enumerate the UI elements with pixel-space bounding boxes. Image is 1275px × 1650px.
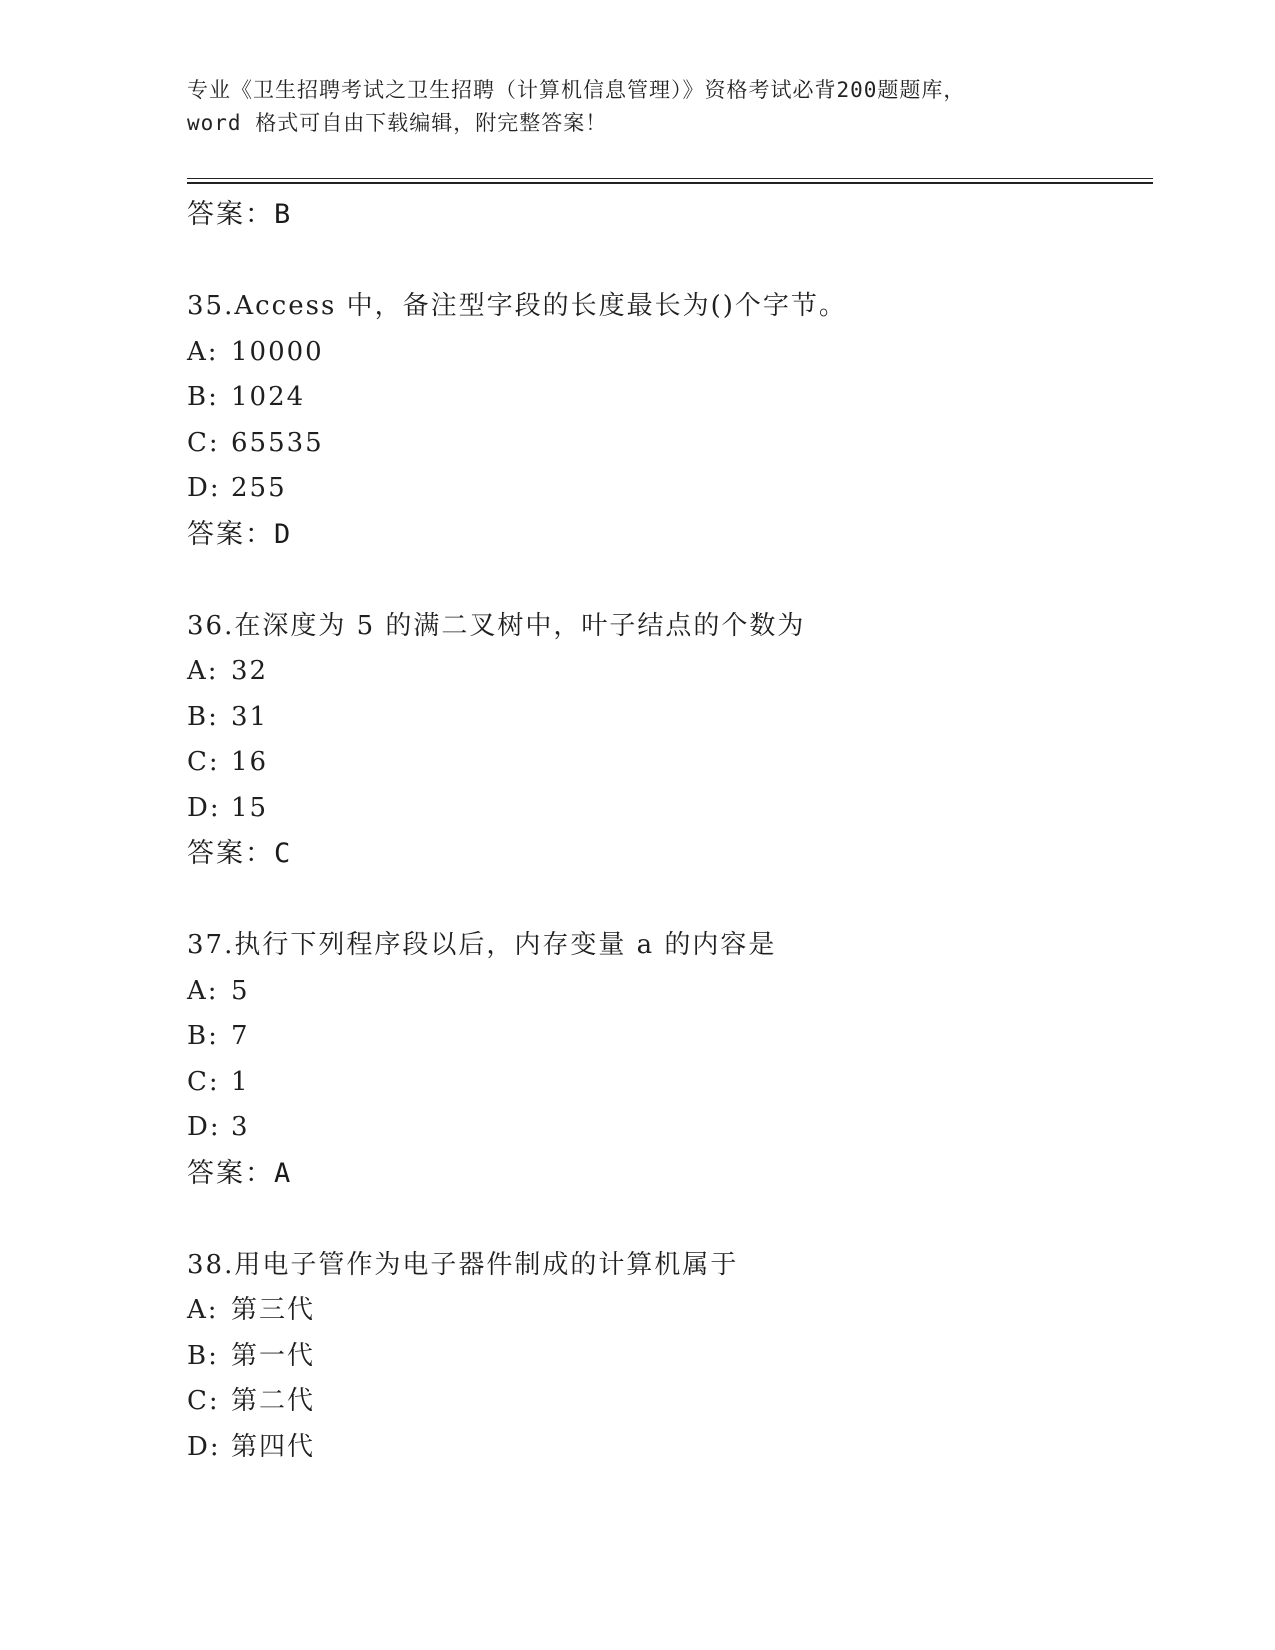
option-value: 1 <box>231 1066 250 1097</box>
header-divider-thick <box>187 182 1153 184</box>
question-text: 35.Access 中，备注型字段的长度最长为()个字节。 <box>187 291 847 321</box>
option-a <box>187 649 1147 695</box>
option-key: A: <box>187 1295 219 1325</box>
option-d <box>187 1105 1147 1151</box>
question-list <box>187 192 1147 1470</box>
option-key: B: <box>187 382 219 412</box>
option-value: 16 <box>231 747 269 777</box>
option-value: 3 <box>231 1112 250 1142</box>
option-key: D: <box>187 473 221 503</box>
question-block <box>187 1243 1147 1471</box>
option-a <box>187 1288 1147 1334</box>
answer-label: 答案： <box>187 838 274 869</box>
option-c <box>187 1060 1147 1106</box>
answer-line <box>187 512 1147 557</box>
option-value: 31 <box>231 701 269 732</box>
option-key: D: <box>187 1431 221 1462</box>
option-value: 第一代 <box>231 1340 316 1371</box>
spacer <box>187 1196 1147 1243</box>
option-d <box>187 1425 1147 1471</box>
option-b <box>187 1014 1147 1060</box>
document-header <box>187 74 1087 140</box>
answer-line <box>187 831 1147 876</box>
option-a <box>187 330 1147 376</box>
option-key: C: <box>187 1066 220 1097</box>
question-text: 37.执行下列程序段以后，内存变量 a 的内容是 <box>187 930 777 960</box>
option-key: A: <box>187 656 219 686</box>
option-value: 5 <box>231 975 250 1006</box>
option-value: 255 <box>231 473 287 503</box>
answer-value: B <box>274 199 293 230</box>
answer-label: 答案： <box>187 1157 274 1189</box>
header-title-line-1: 专业《卫生招聘考试之卫生招聘（计算机信息管理）》资格考试必背200题题库， <box>187 78 966 102</box>
option-key: A: <box>187 975 219 1006</box>
question-text: 38.用电子管作为电子器件制成的计算机属于 <box>187 1249 739 1280</box>
option-key: B: <box>187 1021 219 1051</box>
option-key: B: <box>187 1340 219 1371</box>
answer-value: C <box>274 838 293 869</box>
header-title-line-2: word 格式可自由下载编辑，附完整答案！ <box>187 111 608 135</box>
option-c <box>187 1379 1147 1425</box>
option-b <box>187 1334 1147 1380</box>
option-key: C: <box>187 1386 220 1416</box>
answer-line <box>187 192 1147 237</box>
option-c <box>187 421 1147 467</box>
option-value: 7 <box>231 1021 250 1051</box>
option-value: 10000 <box>231 336 324 367</box>
option-value: 65535 <box>231 427 324 458</box>
answer-value: D <box>274 518 293 550</box>
option-key: C: <box>187 747 220 777</box>
answer-label: 答案： <box>187 199 274 230</box>
spacer <box>187 237 1147 284</box>
answer-line <box>187 1151 1147 1196</box>
option-value: 第四代 <box>231 1431 316 1462</box>
option-b <box>187 375 1147 421</box>
option-b <box>187 695 1147 741</box>
option-key: B: <box>187 701 219 732</box>
option-value: 第三代 <box>231 1295 316 1325</box>
option-key: D: <box>187 1112 221 1142</box>
option-key: C: <box>187 427 220 458</box>
option-d <box>187 786 1147 832</box>
option-key: A: <box>187 336 219 367</box>
question-text: 36.在深度为 5 的满二叉树中，叶子结点的个数为 <box>187 610 806 641</box>
answer-label: 答案： <box>187 518 274 550</box>
question-block <box>187 284 1147 557</box>
spacer <box>187 557 1147 604</box>
spacer <box>187 876 1147 923</box>
option-c <box>187 740 1147 786</box>
question-block <box>187 923 1147 1196</box>
option-value: 第二代 <box>231 1386 316 1416</box>
option-key: D: <box>187 792 221 823</box>
option-value: 32 <box>231 656 269 686</box>
option-value: 15 <box>231 792 269 823</box>
answer-value: A <box>274 1157 293 1189</box>
option-a <box>187 969 1147 1015</box>
option-value: 1024 <box>231 382 306 412</box>
question-block <box>187 604 1147 877</box>
option-d <box>187 466 1147 512</box>
header-divider-thin <box>187 178 1153 179</box>
